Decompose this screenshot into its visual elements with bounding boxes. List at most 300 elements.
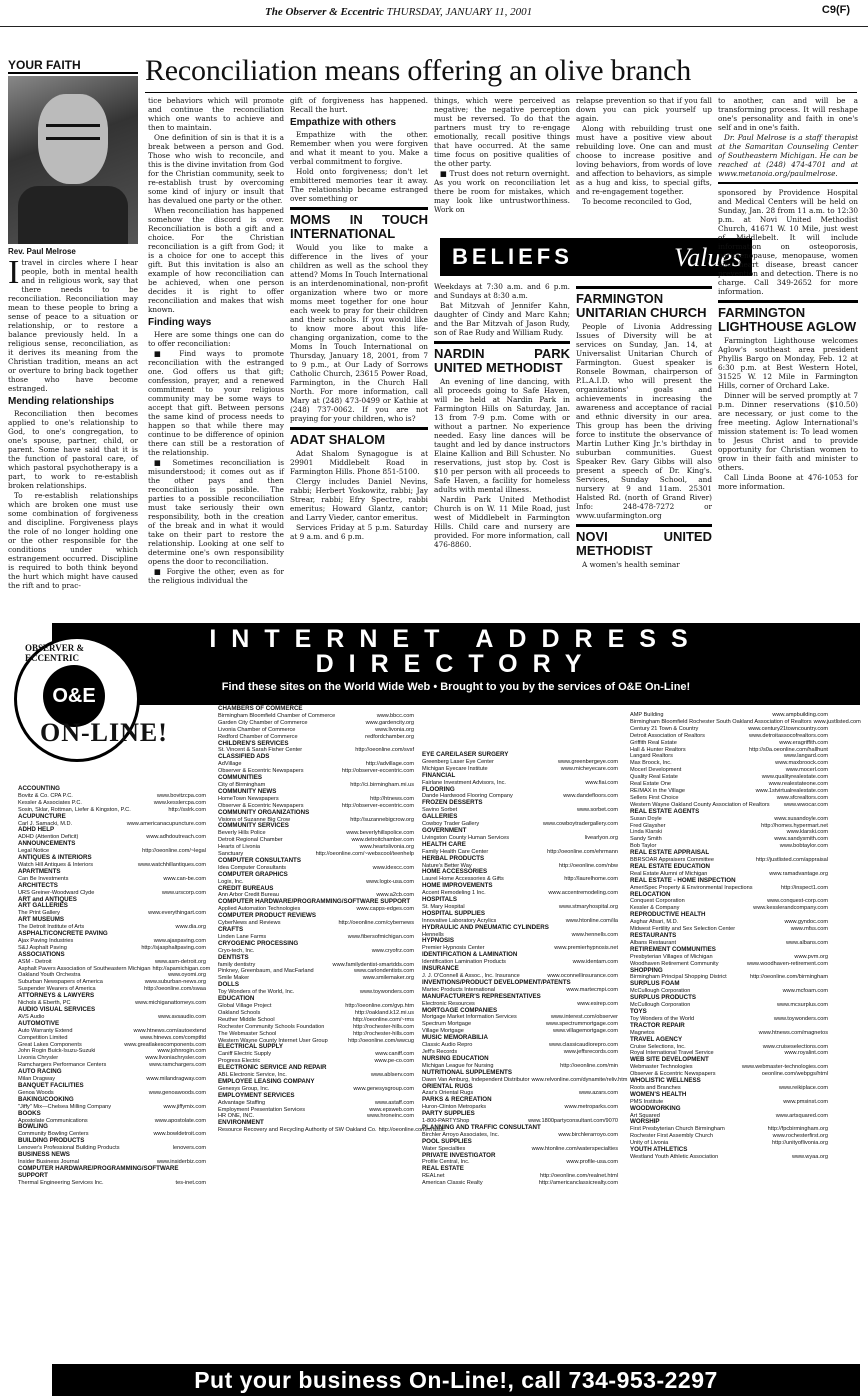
directory-entry-url[interactable]: www.oyomi.org: [168, 972, 206, 979]
directory-entry-url[interactable]: www.heartslivonia.org: [359, 844, 414, 851]
directory-category: HEALTH CARE: [422, 840, 466, 848]
directory-entry-name: The Webmaster School: [218, 1030, 277, 1037]
directory-entry-url[interactable]: www.htonline.com/waterspecialties: [531, 1145, 618, 1152]
directory-category: SURPLUS PRODUCTS: [630, 994, 697, 1002]
directory-entry-name: RE/MAX in the Village: [630, 787, 685, 794]
directory-entry-url[interactable]: www.jiffymix.com: [163, 1103, 206, 1110]
directory-entry-name: Livingston County Human Services: [422, 834, 510, 841]
directory-entry-url[interactable]: www.realestateone.com: [768, 781, 828, 788]
directory-entry-url[interactable]: http://oeonline.com/~legal: [142, 848, 206, 855]
directory-entry-name: Hennells: [422, 931, 444, 938]
directory-entry-url[interactable]: www.stmaryhospital.org: [558, 903, 618, 910]
directory-entry-name: Unity of Livonia: [630, 1140, 669, 1147]
directory-entry-name: Cryo-tech, Inc.: [218, 947, 255, 954]
directory-entry-name: Birchler Arroyo Associates, Inc.: [422, 1131, 500, 1138]
directory-entry-name: Greenberg Laser Eye Center: [422, 758, 494, 765]
directory-entry-name: McCullough Corporation: [630, 1002, 691, 1009]
directory-entry-name: Toy Wonders of the World: [630, 1015, 695, 1022]
directory-entry-url[interactable]: www.fibersofmichigan.com: [347, 933, 414, 940]
brief-headline-lighthouse-aglow: FARMINGTON LIGHTHOUSE AGLOW: [718, 300, 858, 334]
directory-entry-name: Great Lakes Components: [18, 1041, 82, 1048]
directory-category: WHOLISTIC WELLNESS: [630, 1077, 701, 1085]
directory-entry: [630, 795, 828, 802]
directory-entry-url[interactable]: http://inspect1.com: [781, 884, 828, 891]
directory-entry-url[interactable]: www.metroparks.com: [564, 1104, 618, 1111]
directory-entry-url[interactable]: www.sfcrealtors.com: [776, 794, 828, 801]
directory-category: HOSPITALS: [422, 896, 457, 904]
directory-entry-url[interactable]: www.apostolate.com: [154, 1117, 206, 1124]
directory-entry-name: Observer & Eccentric Newspapers: [218, 802, 304, 809]
article-column-6: [718, 96, 858, 614]
paragraph: Adat Shalom Synagogue is at 29901 Middlebelt Road in Farmington Hills. Phone 851-5100.: [290, 449, 428, 476]
directory-category: COMMUNITY NEWS: [218, 787, 277, 795]
directory-entry-url[interactable]: www.greatlakescomponents.com: [124, 1041, 206, 1048]
directory-entry-url[interactable]: www.suburban-news.org: [144, 979, 206, 986]
directory-entry-url[interactable]: www.adhdoutreach.com: [146, 834, 206, 841]
directory-entry-url[interactable]: http://homes.hypermart.net: [761, 822, 828, 829]
directory-entry-url[interactable]: www.logix-usa.com: [366, 878, 414, 885]
brief-headline-moms-in-touch: MOMS IN TOUCH INTERNATIONAL: [290, 207, 428, 241]
headline-rule: [145, 92, 857, 93]
directory-category: NUTRITIONAL SUPPLEMENTS: [422, 1068, 512, 1076]
directory-entry-url[interactable]: www.1stvirtualrealestate.com: [755, 787, 828, 794]
directory-entry-name: Premier Hypnosis Center: [422, 945, 485, 952]
directory-entry-name: Innovative Laboratory Acrylics: [422, 917, 497, 924]
directory-entry-url[interactable]: www.profile-usa.com: [566, 1159, 618, 1166]
directory-entry-url[interactable]: www.azars.com: [578, 1090, 618, 1097]
directory-category: WOMEN'S HEALTH: [630, 1090, 687, 1098]
directory-column-3: [422, 751, 628, 1358]
directory-entry: [18, 800, 206, 807]
directory-entry-url[interactable]: www.villagemortgage.com: [553, 1028, 618, 1035]
photo-caption: Rev. Paul Melrose: [8, 247, 76, 256]
directory-entry-url[interactable]: www.asm-detroit.org: [155, 958, 206, 965]
directory-entry-name: Electronic Resources: [422, 1000, 475, 1007]
directory-entry-name: Idea Computer Consultants: [218, 864, 287, 871]
directory-entry-name: Mocerl Development: [630, 767, 682, 774]
directory-entry-url[interactable]: www.kesslercpa.com: [153, 799, 206, 806]
directory-entry-url[interactable]: http://advillage.com: [365, 761, 414, 768]
paragraph: sponsored by Providence Hospital and Medical Centers will be held on Sunday, Jan. 28 from 11 a.m. to 12:30 p.m. at Novi United Methodist Church, 41671 W. 10 Mile, just west of Middlebelt. It will include information on osteoporosis, perimenopause, menopause, women and heart disease, breast cancer prevention and detection. There is no charge. Call 349-2652 for more information.: [718, 188, 858, 296]
directory-entry-url[interactable]: www.premierhypnosis.net: [554, 945, 618, 952]
directory-entry: [630, 823, 828, 830]
directory-entry-url[interactable]: www.detroitchamber.com: [351, 837, 414, 844]
directory-entry: [630, 781, 828, 788]
directory-entry-url[interactable]: http://oeonline.com/gvp.htm: [345, 1002, 414, 1009]
paragraph: Would you like to make a difference in the lives of your children as well as the school they attend? Moms In Touch International is an interdenominational, non-profit organization where two or more moms meet together for one hour each week to pray for their children and their schools. If you would like to know more about this life-changing organization, come to the Moms In Touch International on Thursday, January 18, 2001, from 7 to 9 p.m., at Our Lady of Sorrows Catholic Church, 23615 Power Road, Farmington, in the Church Hall North. For more information, call Mary at (248) 473-0499 or Kathie at (248) 737-0062. If you are not praying for your children, who is?: [290, 243, 428, 423]
directory-entry-url[interactable]: http://laurelhome.com: [564, 876, 618, 883]
directory-entry-url[interactable]: www.classicaudiorepro.com: [548, 1042, 618, 1049]
directory-entry-url[interactable]: www.livonia.org: [375, 726, 414, 733]
directory-entry-url[interactable]: www.hroneinc.com: [367, 1113, 414, 1120]
directory-entry-url[interactable]: http://oeonline.com/rrrasoc: [378, 1127, 445, 1134]
directory-entry-url[interactable]: http://sjasphaltpaving.com: [141, 944, 206, 951]
directory-entry-url[interactable]: www.albans.com: [786, 939, 828, 946]
directory-entry-url[interactable]: www.everythingart.com: [148, 910, 206, 917]
directory-entry-url[interactable]: http://justlisted.com/appraisal: [755, 857, 828, 864]
directory-entry-url[interactable]: http://oeonline.com/swaa: [144, 986, 206, 993]
directory-entry-url[interactable]: http://rochester-hills.com: [353, 1023, 414, 1030]
directory-entry-url[interactable]: http://ci.birmingham.mi.us: [350, 781, 414, 788]
directory-entry-url[interactable]: www.sandysmith.com: [774, 836, 828, 843]
directory-entry-name: Carl J. Samacki, M.D.: [18, 820, 73, 827]
directory-entry-name: Fred Glaysher: [630, 822, 666, 829]
directory-entry-url[interactable]: www.htonline.com/ila: [565, 917, 618, 924]
directory-category: ORIENTAL RUGS: [422, 1082, 473, 1090]
directory-entry: [422, 1014, 618, 1021]
directory-category: REPRODUCTIVE HEALTH: [630, 911, 706, 919]
directory-entry: [630, 760, 828, 767]
directory-entry-url[interactable]: http://sslrk.com: [168, 806, 206, 813]
directory-entry-url[interactable]: http://rochester-hills.com: [353, 1030, 414, 1037]
directory-entry-url[interactable]: http://oeonline.com/wwcug: [348, 1037, 414, 1044]
article-column-2: [148, 96, 284, 614]
directory-entry-name: Observer & Eccentric Newspapers: [218, 768, 304, 775]
directory-entry: [630, 1002, 828, 1009]
directory-entry-name: Insider Business Journal: [18, 1158, 79, 1165]
directory-category: ATTORNEYS & LAWYERS: [18, 992, 95, 1000]
directory-entry-url[interactable]: www.bovitzcpa.com: [156, 792, 206, 799]
directory-entry-url[interactable]: http://oeonline.com/svsf: [355, 747, 414, 754]
directory-entry-url[interactable]: www.micheyecare.com: [560, 765, 618, 772]
directory-entry: [630, 712, 828, 719]
directory-entry-url[interactable]: www.kesslerandcompany.com: [753, 905, 828, 912]
directory-entry-name: Ajax Paving Industries: [18, 937, 74, 944]
directory-category: CRAFTS: [218, 926, 244, 933]
directory-entry-url[interactable]: www.ablserv.com: [370, 1072, 414, 1079]
directory-entry-url[interactable]: www.esirep.com: [577, 1000, 618, 1007]
directory-entry-url[interactable]: www.genoawoods.com: [148, 1089, 206, 1096]
directory-entry-url[interactable]: www.dandefloors.com: [563, 793, 618, 800]
directory-entry: [18, 1180, 206, 1187]
directory-entry-url[interactable]: http://oeonline.com/nbw: [558, 862, 618, 869]
directory-entry-url[interactable]: www.can-be.com: [163, 875, 206, 882]
directory-entry-url[interactable]: www.ampbuilding.com: [772, 712, 828, 718]
paragraph: gift of forgiveness has happened. Recall the hurt.: [290, 96, 428, 114]
directory-entry-name: Pinkney, Greenbaum, and MacFarland: [218, 968, 314, 975]
directory-entry: [218, 844, 414, 851]
directory-entry-url[interactable]: www.pvm.org: [794, 953, 828, 960]
directory-entry-url[interactable]: lenovers.com: [172, 1145, 206, 1152]
directory-entry-url[interactable]: www.cowboytradergallery.com: [542, 821, 618, 828]
directory-category: TOYS: [630, 1007, 647, 1015]
directory-category: YOUTH ATHLETICS: [630, 1146, 688, 1154]
directory-entry-url[interactable]: www.bowldetroit.com: [153, 1131, 206, 1138]
directory-entry-url[interactable]: http://oeonline.com/ehrmann: [547, 848, 618, 855]
directory-entry-url[interactable]: www.astaff.com: [374, 1099, 414, 1106]
directory-entry-url[interactable]: www.beverlyhillspolice.com: [346, 830, 414, 837]
directory-entry-url[interactable]: www.sorbet.com: [576, 807, 618, 814]
directory-entry-name: Laurel Home Accessories & Gifts: [422, 876, 504, 883]
directory-entry-url[interactable]: www.capps-edges.com: [356, 906, 414, 913]
directory-entry-url[interactable]: http://observer-eccentric.com: [341, 802, 414, 809]
directory-entry-name: Bob Taylor: [630, 843, 657, 850]
directory-entry: [218, 1003, 414, 1010]
directory-entry-name: HR ONE, INC.: [218, 1113, 255, 1120]
directory-entry-name: ADHD (Attention Deficit): [18, 834, 79, 841]
directory-category: ACCOUNTING: [18, 785, 60, 792]
directory-category: ANTIQUES & INTERIORS: [18, 854, 92, 862]
directory-entry-url[interactable]: www.genesysgroup.com: [353, 1085, 414, 1092]
directory-entry-url[interactable]: http://oeonline.com/~rms: [352, 1016, 414, 1023]
paragraph: tice behaviors which will promote and continue the reconciliation which one wants to achieve and then to maintain.: [148, 96, 284, 132]
directory-entry-url[interactable]: http://unityoflivonia.org: [772, 1140, 828, 1147]
directory-entry-url[interactable]: www.mcsurplus.com: [777, 1002, 828, 1009]
paragraph: An evening of line dancing, with all proceeds going to Safe Haven, will be held at Nardin Park in Farmington Hills on Saturday, Jan. 13 from 7-9 p.m. Come with or without a partner. No experience needed. Easy line dances will be taught and led by dance instructors Elaine Kallion and Bill Schuster. No reservations, just stop by. Cost is $10 per person with all proceeds to Safe Haven, a facility for homeless adults with mental illness.: [434, 377, 570, 494]
directory-entry: [630, 747, 828, 754]
directory-entry-name: City of Birmingham: [218, 781, 266, 788]
directory-entry-url[interactable]: www.jeffsrecords.com: [563, 1048, 618, 1055]
directory-entry-name: AmeriSpec Property & Environmental Inspections: [630, 884, 753, 891]
directory-entry-url[interactable]: www.epsweb.com: [369, 1106, 414, 1113]
directory-entry-name: Cruise Selections, Inc.: [630, 1043, 686, 1050]
directory-entry: [218, 761, 414, 768]
directory-entry-url[interactable]: www.mocerl.com: [785, 767, 828, 774]
directory-entry-url[interactable]: http://oakland.k12.mi.us: [354, 1009, 414, 1016]
paragraph: Empathize with the other. Remember when you were forgiven and what it meant to you. Make a verbal commitment to forgive.: [290, 130, 428, 166]
paragraph: Weekdays at 7:30 a.m. and 6 p.m. and Sundays at 8:30 a.m.: [434, 282, 570, 300]
directory-category: ASPHALT/CONCRETE PAVING: [18, 930, 108, 938]
directory-entry-url[interactable]: http://observer-eccentric.com: [341, 768, 414, 775]
article-column-4: [434, 282, 570, 614]
directory-entry-url[interactable]: http://s0a.oeonline.com/hallhunt: [749, 746, 828, 753]
directory-entry-url[interactable]: http://apamichigan.com: [152, 965, 211, 972]
directory-entry: [218, 713, 414, 720]
directory-entry-url[interactable]: www.susandoyle.com: [774, 815, 828, 822]
directory-entry-name: Hall & Hunter Realtors: [630, 746, 686, 753]
directory-entry-url[interactable]: www.wyaa.org: [791, 1154, 828, 1160]
directory-entry-name: Watch Hill Antiques & Interiors: [18, 861, 94, 868]
directory-entry-url[interactable]: www.martecmpi.com: [566, 986, 618, 993]
paragraph: When reconciliation has happened somehow the discord is over. Reconciliation is both a gift and a choice. For the Christian reconciliation is a gift from God; it is a choice for one to accept this gift. But this invitation is also an example of how reconciliation can be achieved, when one person decides it is right to offer reconciliation and makes that wish known.: [148, 206, 284, 314]
directory-entry-url[interactable]: www.cruiseselections.com: [762, 1043, 828, 1050]
directory-entry-url[interactable]: http://oeonline.com/realnet.html: [539, 1173, 618, 1180]
paragraph: Hold onto forgiveness; don't let embittered memories tear it away. The relationship became estranged over something or: [290, 167, 428, 203]
article-column-5-top: [576, 96, 712, 236]
directory-entry-url[interactable]: www.caniff.com: [375, 1051, 414, 1058]
directory-category: EMPLOYEE LEASING COMPANY: [218, 1077, 315, 1085]
directory-entry-url[interactable]: www.fiai.com: [585, 779, 618, 786]
directory-entry: [218, 1127, 445, 1134]
directory-entry-url[interactable]: www.oconnellinsurance.com: [547, 973, 618, 979]
directory-entry-url[interactable]: www.detroitassocofrealtors.com: [749, 732, 828, 739]
directory-entry-url[interactable]: www.mfss.com: [790, 926, 828, 933]
directory-entry-url[interactable]: www.woodhaven-retirement.com: [746, 960, 828, 967]
directory-entry-url[interactable]: www.idexcc.com: [372, 864, 414, 871]
directory-category: POOL SUPPLIES: [422, 1137, 472, 1145]
directory-category: RETIREMENT COMMUNITIES: [630, 945, 716, 953]
directory-entry-url[interactable]: www.toywonders.com: [359, 989, 414, 996]
directory-entry-url[interactable]: www.identam.com: [572, 959, 618, 966]
directory-entry-url[interactable]: www.bbcc.com: [376, 712, 414, 719]
directory-column-1: [18, 785, 211, 1358]
directory-entry-name: Profile Central, Inc.: [422, 1159, 470, 1166]
directory-entry-url[interactable]: www.htnews.com/comptltd: [140, 1034, 206, 1041]
directory-entry-url[interactable]: www.artsquared.com: [775, 1112, 828, 1119]
directory-entry: [18, 1042, 206, 1049]
directory-entry-name: Resource Recovery and Recycling Authority of SW Oakland Co.: [218, 1127, 377, 1134]
directory-category: AUTO RACING: [18, 1068, 62, 1076]
directory-entry-url[interactable]: http://oeonline.com/min: [560, 1062, 618, 1069]
directory-entry-url[interactable]: http://htnews.com: [370, 795, 414, 802]
directory-entry-url[interactable]: redfordchamber.org: [365, 733, 414, 740]
directory-entry-url[interactable]: www.klarski.com: [786, 829, 828, 836]
directory-entry-url[interactable]: oeonline.com/webpgs/html: [761, 1071, 828, 1078]
directory-entry-url[interactable]: www.cryofrz.com: [371, 947, 414, 954]
directory-entry-url[interactable]: www.rochesterfirst.org: [772, 1133, 828, 1140]
directory-entry-url[interactable]: www.relvonline.com/dynamite/reliv.htm: [531, 1076, 628, 1083]
brief-headline-nardin-park: NARDIN PARK UNITED METHODIST: [434, 341, 570, 375]
paragraph: ■ Find ways to promote reconciliation with the estranged one. God offers us that gift; confession, prayer, and a renewed commitment to your religious community may be some ways to accept that gift. Between persons the same kind of process needs to happen so that while there may continue to be difference of opinion there can still be a restoration of the relationship.: [148, 349, 284, 457]
directory-entry-url[interactable]: www.1800partyconsultant.com/9070: [528, 1118, 618, 1125]
directory-entry-url[interactable]: www.century21towncountry.com: [748, 725, 828, 732]
directory-entry-url[interactable]: www.royalint.com: [784, 1050, 828, 1057]
paragraph: travel in circles where I hear people, both in mental health and in religious work, say that there needs to be reconciliation. Reconciliation may mean to these people to bring a sense of peace to a situation or relationship, or to restore a balance previously held. In a religious sense, reconciliation, as it derives its meaning from the Christian tradition, means an act or overture to bring back together those who have become estranged.: [8, 258, 138, 393]
directory-entry-name: Azar's Oriental Rugs: [422, 1090, 474, 1097]
directory-entry-url[interactable]: www.livoniachrysler.com: [145, 1055, 206, 1062]
directory-category: GOVERNMENT: [422, 826, 467, 834]
directory-category: COMPUTER CONSULTANTS: [218, 856, 301, 864]
directory-category: CHILDREN'S SERVICES: [218, 739, 289, 747]
directory-category: ART and ANTIQUES: [18, 895, 77, 903]
directory-entry-name: Rochester First Assembly Church: [630, 1133, 713, 1140]
directory-entry-url[interactable]: www.accentremodeling.com: [548, 890, 618, 897]
paragraph: Clergy includes Daniel Nevins, rabbi; Herbert Yoskowitz, rabbi; Jay Strear, rabbi; Efry Spectre, rabbi emeritus; Howard Glantz, cantor; and Larry Vieder, cantor emeritus.: [290, 477, 428, 522]
directory-entry-url[interactable]: www.qualityrealestate.com: [761, 774, 828, 781]
directory-entry-name: Applied Automation Technologies: [218, 906, 301, 913]
directory-entry-url[interactable]: www.greenbergeye.com: [557, 758, 618, 765]
directory-entry-url[interactable]: http://americanclassicrealty.com: [538, 1180, 618, 1187]
directory-entry-url[interactable]: www.pe-co.com: [374, 1058, 414, 1065]
directory-entry: [218, 796, 414, 803]
directory-entry-url[interactable]: www.bobtaylor.com: [779, 843, 828, 850]
directory-entry-name: Toy Wonders of the World, Inc.: [218, 989, 295, 996]
directory-entry-name: Western Wayne County Internet User Group: [218, 1037, 328, 1044]
directory-entry-url[interactable]: www.americanacupuncture.com: [126, 820, 206, 827]
directory-entry-url[interactable]: www.langard.com: [783, 753, 828, 760]
directory-entry-name: Royal International Travel Service: [630, 1050, 714, 1057]
directory-entry-name: family dentistry: [218, 961, 256, 968]
directory-entry-url[interactable]: www.eragriffith.com: [779, 739, 828, 746]
directory-entry-url[interactable]: http://oeonline.com/birmingham: [749, 974, 828, 981]
online-wordmark: ON-LINE!: [40, 718, 168, 747]
directory-entry-url[interactable]: www.wwocar.com: [783, 801, 828, 808]
directory-entry: [18, 959, 206, 966]
directory-entry: [218, 720, 414, 727]
directory-entry-url[interactable]: www.reikiplace.com: [778, 1084, 828, 1091]
directory-entry-name: Livonia Chrysler: [18, 1055, 59, 1062]
directory-entry-name: Progress Electric: [218, 1058, 261, 1065]
directory-entry-url[interactable]: www.ramchargers.com: [149, 1062, 206, 1069]
directory-entry-name: Visions of Suzanne Big Crow: [218, 816, 291, 823]
directory-entry-url[interactable]: www.avsaudio.com: [158, 1013, 206, 1020]
directory-entry-url[interactable]: http://oeonline.com/~webscool/teenhelp: [315, 851, 414, 858]
directory-entry-name: Sellers First Choice: [630, 794, 679, 801]
directory-entry-name: Webmaster Technologies: [630, 1064, 693, 1071]
directory-entry-url[interactable]: www.familydentist-smartdds.com: [332, 961, 414, 968]
directory-category: MORTGAGE COMPANIES: [422, 1006, 498, 1014]
directory-entry: [630, 1113, 828, 1120]
directory-category: BAKING/COOKING: [18, 1095, 74, 1103]
directory-entry-url[interactable]: www.a2cb.com: [376, 892, 414, 899]
directory-entry-url[interactable]: www.smilemaker.org: [362, 975, 414, 982]
directory-entry-url[interactable]: http://oeonline.com/cybernews: [338, 920, 414, 927]
directory-entry-url[interactable]: www.gardencity.org: [365, 719, 414, 726]
directory-entry-url[interactable]: www.birchlerarroyo.com: [558, 1131, 618, 1138]
directory-entry-url[interactable]: www.toywonders.com: [773, 1015, 828, 1022]
directory-entry-name: Langard Realtors: [630, 753, 673, 760]
paragraph: Farmington Lighthouse welcomes Aglow's southeast area president Phyllis Bargo on Monday, Feb. 12 at 6:30 p.m. at Best Western Hotel, 31525 W. 12 Mile in Farmington Hills, corner of Orchard Lake.: [718, 336, 858, 390]
directory-entry-url[interactable]: www.carlondentists.com: [354, 968, 414, 975]
directory-entry-url[interactable]: www.justlisted.com: [813, 718, 861, 725]
directory-entry-url[interactable]: www.urscorp.com: [161, 889, 206, 896]
banner-line-3: Find these sites on the World Wide Web • Brought to you by the services of O&E On-Line!: [221, 681, 691, 693]
directory-entry-url[interactable]: www.mcfoam.com: [782, 988, 828, 995]
directory-entry-name: Legal Notice: [18, 848, 50, 855]
paragraph: To become reconciled to God,: [582, 197, 692, 206]
subhead: Empathize with others: [290, 117, 397, 128]
directory-entry-url[interactable]: www.milandragway.com: [146, 1076, 206, 1083]
directory-category: ELECTRICAL SUPPLY: [218, 1043, 283, 1051]
directory-entry-url[interactable]: www.watchhillantiques.com: [137, 861, 206, 868]
directory-entry-url[interactable]: www.insiderbiz.com: [156, 1158, 206, 1165]
directory-entry-url[interactable]: www.htnews.com/autoextend: [133, 1027, 206, 1034]
directory-entry-name: Genoa Woods: [18, 1089, 54, 1096]
directory-entry-url[interactable]: www.pmsinst.com: [783, 1098, 828, 1105]
directory-entry-url[interactable]: www.maxbroock.com: [775, 760, 828, 767]
directory-entry: [630, 740, 828, 747]
directory-entry-name: First Presbyterian Church Birmingham: [630, 1126, 725, 1133]
directory-entry-name: Redford Chamber of Commerce: [218, 733, 298, 740]
directory-category: PLANNING AND TRAFFIC CONSULTANT: [422, 1123, 541, 1131]
directory-category: BUSINESS NEWS: [18, 1151, 70, 1159]
logo-ring-text: OBSERVER & ECCENTRIC: [25, 643, 84, 663]
directory-entry-name: Nature's Better Way: [422, 862, 472, 869]
directory-entry-url[interactable]: www.ajaxpaving.com: [153, 937, 206, 944]
directory-entry-name: Advantage Staffing: [218, 1099, 266, 1106]
directory-entry-url[interactable]: www.htnews.com/magnetos: [758, 1029, 828, 1036]
article-column-1: [8, 254, 138, 614]
directory-entry-url[interactable]: http://fpcbirmingham.org: [767, 1126, 828, 1133]
directory-entry-url[interactable]: www.webmaster-technologies.com: [741, 1064, 828, 1071]
directory-entry-name: Dande Hardwood Flooring Company: [422, 793, 513, 800]
directory-entry-url[interactable]: www.michiganattorneys.com: [135, 1000, 206, 1007]
directory-entry: [630, 774, 828, 781]
directory-entry-url[interactable]: www.interest.com/observer: [550, 1014, 618, 1021]
directory-entry-url[interactable]: www.conquest-corp.com: [767, 898, 828, 905]
directory-entry-name: St. Vincent & Sarah Fisher Center: [218, 747, 303, 754]
directory-entry-url[interactable]: www.spectrummortgage.com: [545, 1021, 618, 1028]
directory-entry: [218, 920, 414, 927]
directory-category: SURPLUS FOAM: [630, 980, 680, 988]
directory-entry-url[interactable]: www.ramadvantage.org: [769, 870, 828, 877]
directory-entry-url[interactable]: www.gyndoc.com: [784, 919, 828, 926]
directory-entry-url[interactable]: livearlyon.org: [584, 834, 618, 841]
directory-entry-url[interactable]: www.dia.org: [175, 924, 206, 931]
directory-entry-name: Real Estate Alumni of Michigan: [630, 870, 708, 877]
directory-entry-name: Apostolate Communications: [18, 1117, 88, 1124]
directory-entry-name: Jeff's Records: [422, 1048, 458, 1055]
directory-entry-url[interactable]: www.hennells.com: [571, 931, 618, 938]
directory-category: COMMUNITY ORGANIZATIONS: [218, 808, 310, 816]
directory-entry-url[interactable]: tes-inet.com: [175, 1179, 206, 1186]
directory-entry-url[interactable]: http://suzannebigcrow.org: [350, 816, 414, 823]
directory-entry-url[interactable]: www.johnrogin.com: [157, 1048, 206, 1055]
directory-category: FLOORING: [422, 785, 455, 793]
paragraph: Call Linda Boone at 476-1053 for more information.: [718, 473, 858, 491]
directory-entry-name: Rochester Community Schools Foundation: [218, 1023, 325, 1030]
directory-entry-name: Smile Maker: [218, 975, 250, 982]
